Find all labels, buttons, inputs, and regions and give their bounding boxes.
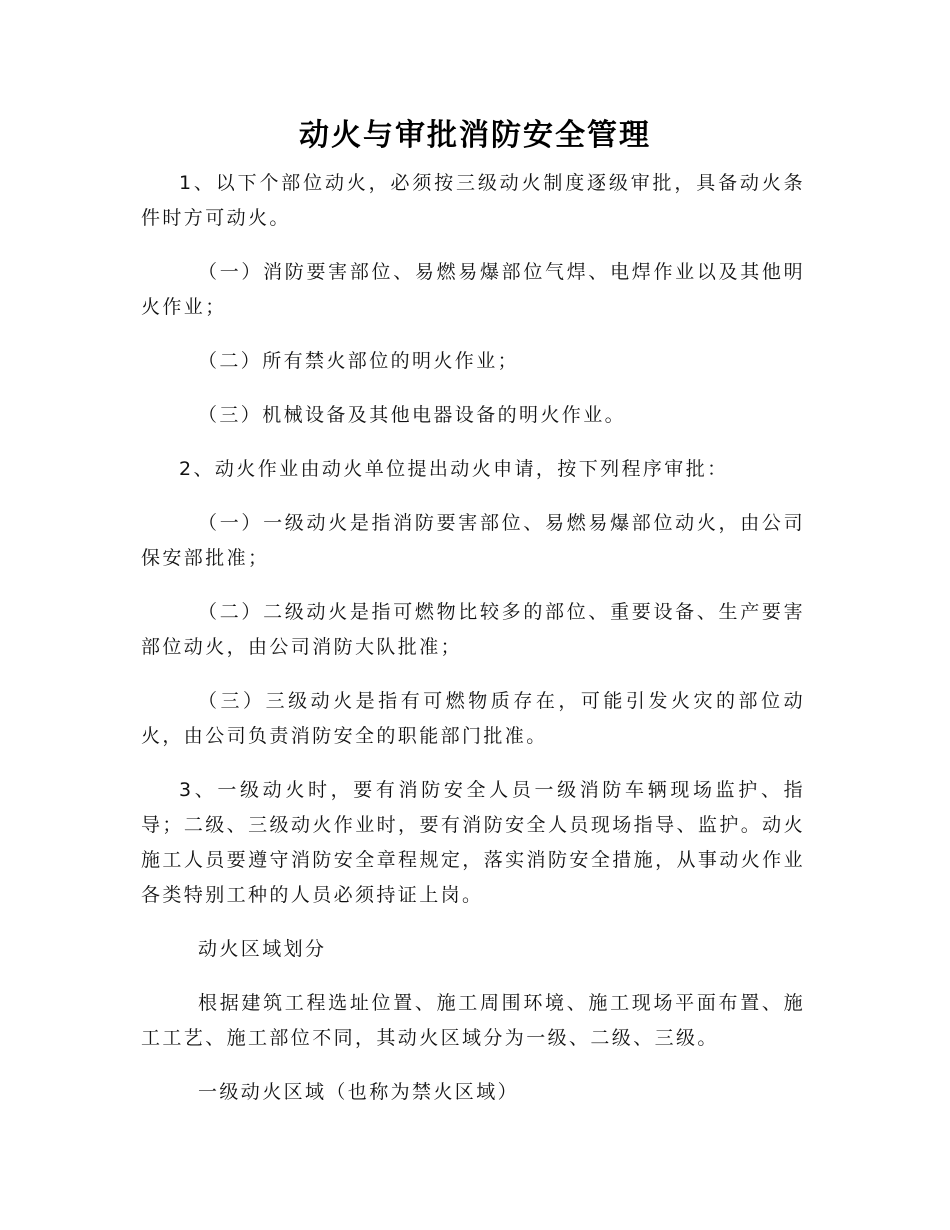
paragraph-1-item-3: （三）机械设备及其他电器设备的明火作业。: [198, 404, 627, 426]
document-title: 动火与审批消防安全管理: [299, 118, 651, 153]
paragraph-1-item-1: （一）消防要害部位、易燃易爆部位气焊、电焊作业以及其他明火作业；: [141, 261, 805, 318]
paragraph-zone-description: 根据建筑工程选址位置、施工周围环境、施工现场平面布置、施工工艺、施工部位不同，其动火区域分为一级、二级、三级。: [141, 992, 805, 1049]
paragraph-2-item-1: （一）一级动火是指消防要害部位、易燃易爆部位动火，由公司保安部批准；: [141, 512, 805, 569]
paragraph-1-item-2: （二）所有禁火部位的明火作业；: [198, 350, 520, 372]
document-body: [141, 166, 805, 1129]
paragraph-2-item-3: （三）三级动火是指有可燃物质存在，可能引发火灾的部位动火，由公司负责消防安全的职能部门批准。: [141, 690, 805, 747]
paragraph-2-item-2: （二）二级动火是指可燃物比较多的部位、重要设备、生产要害部位动火，由公司消防大队批准；: [141, 601, 805, 658]
section-heading-zone-division: 动火区域划分: [198, 938, 327, 960]
paragraph-2: 2、动火作业由动火单位提出动火申请，按下列程序审批：: [179, 458, 729, 480]
section-heading-level-1-zone: 一级动火区域（也称为禁火区域）: [198, 1081, 520, 1103]
paragraph-3: 3、一级动火时，要有消防安全人员一级消防车辆现场监护、指导；二级、三级动火作业时，要有消防安全人员现场指导、监护。动火施工人员要遵守消防安全章程规定，落实消防安全措施，从事动火作业各类特别工种的人员必须持证上岗。: [141, 779, 805, 906]
paragraph-1: 1、以下个部位动火，必须按三级动火制度逐级审批，具备动火条件时方可动火。: [141, 172, 805, 229]
